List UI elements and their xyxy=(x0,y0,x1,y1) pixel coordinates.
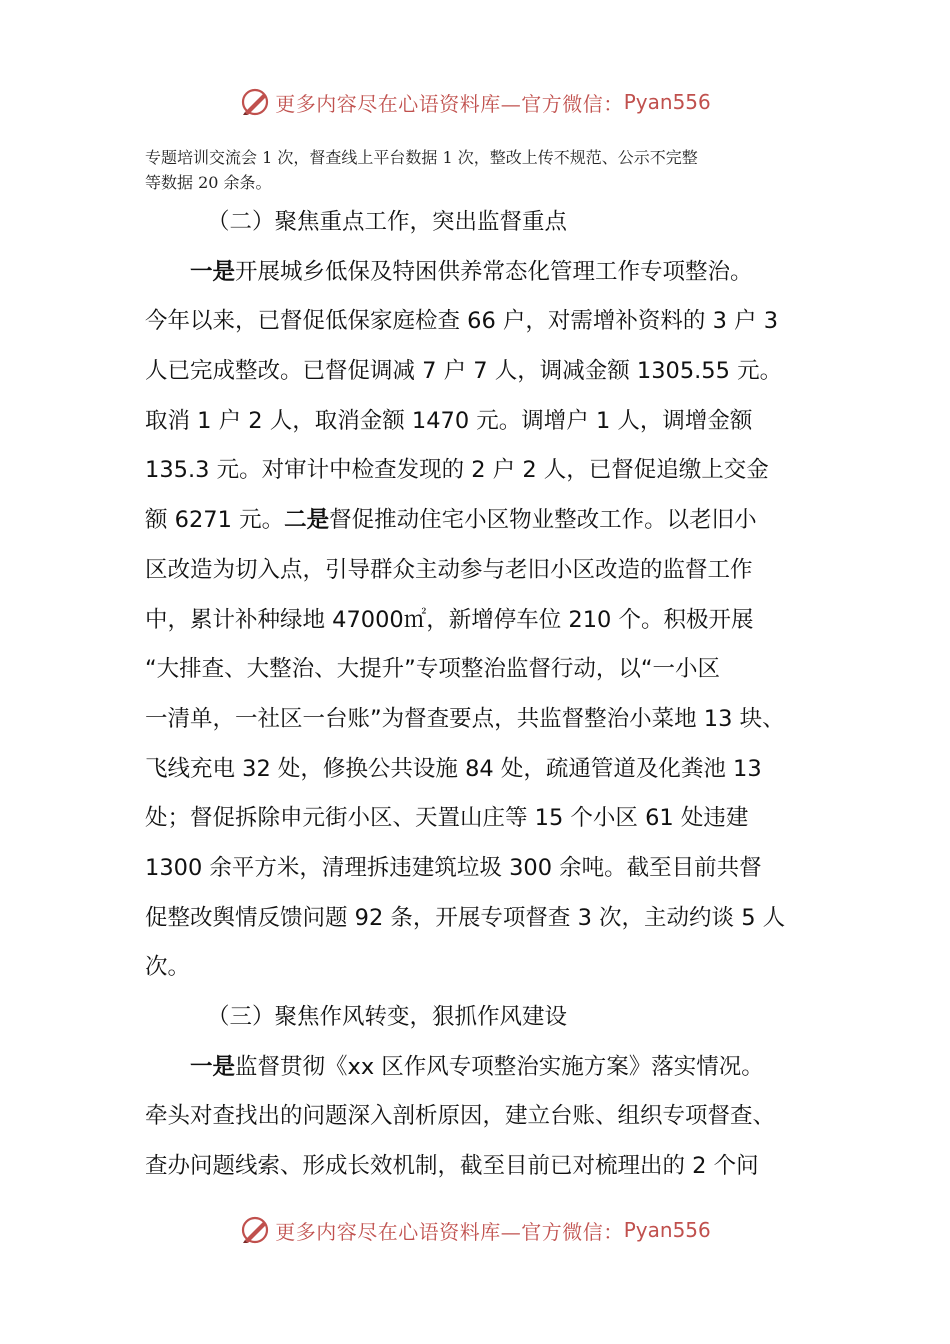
banner-account: Pyan556 xyxy=(623,1218,711,1242)
body-line: 区改造为切入点，引导群众主动参与老旧小区改造的监督工作 xyxy=(145,556,753,583)
intro-paragraph xyxy=(145,145,805,195)
body-line: 牵头对查找出的问题深入剖析原因，建立台账、组织专项督查、 xyxy=(145,1103,776,1130)
lead-label: 二是 xyxy=(284,507,330,534)
intro-line: 等数据 20 余条。 xyxy=(145,173,272,192)
body-line: 人已完成整改。已督促调减 7 户 7 人，调减金额 1305.55 元。 xyxy=(145,358,783,385)
body-line: 促整改舆情反馈问题 92 条，开展专项督查 3 次，主动约谈 5 人 xyxy=(145,904,786,931)
body-line: 中，累计补种绿地 47000㎡，新增停车位 210 个。积极开展 xyxy=(145,606,754,633)
body-line: 1300 余平方米，清理拆违建筑垃圾 300 余吨。截至目前共督 xyxy=(145,854,762,881)
body-line: 135.3 元。对审计中检查发现的 2 户 2 人，已督促追缴上交金 xyxy=(145,457,769,484)
banner-slogan: 更多内容尽在心语资料库—官方微信： xyxy=(275,91,624,116)
banner-account: Pyan556 xyxy=(623,90,711,114)
section-heading-2: （二）聚焦重点工作，突出监督重点 xyxy=(207,209,568,235)
banner-slogan: 更多内容尽在心语资料库—官方微信： xyxy=(275,1219,624,1244)
body-line: 处；督促拆除申元街小区、天置山庄等 15 个小区 61 处违建 xyxy=(145,805,749,832)
body-line: 查办问题线索、形成长效机制，截至目前已对梳理出的 2 个问 xyxy=(145,1153,759,1180)
body-line: 飞线充电 32 处，修换公共设施 84 处，疏通管道及化粪池 13 xyxy=(145,755,762,782)
footer-banner xyxy=(0,1210,950,1250)
pen-logo-icon xyxy=(239,86,271,118)
body-line: 一是监督贯彻《xx 区作风专项整治实施方案》落实情况。 xyxy=(190,1053,764,1080)
body-line: 今年以来，已督促低保家庭检查 66 户，对需增补资料的 3 户 3 xyxy=(145,308,779,335)
pen-logo-icon xyxy=(239,1214,271,1246)
body-line: 额 6271 元。二是督促推动住宅小区物业整改工作。以老旧小 xyxy=(145,507,757,534)
body-line: 一是开展城乡低保及特困供养常态化管理工作专项整治。 xyxy=(190,258,753,285)
body-line: 取消 1 户 2 人，取消金额 1470 元。调增户 1 人，调增金额 xyxy=(145,407,753,434)
section-heading-3: （三）聚焦作风转变，狠抓作风建设 xyxy=(207,1004,568,1030)
document-body xyxy=(145,198,815,1192)
intro-line: 专题培训交流会 1 次，督查线上平台数据 1 次，整改上传不规范、公示不完整 xyxy=(145,148,698,167)
body-line: 一清单，一社区一台账”为督查要点，共监督整治小菜地 13 块、 xyxy=(145,705,785,732)
header-banner xyxy=(0,82,950,122)
lead-label: 一是 xyxy=(190,258,236,285)
body-line: “大排查、大整治、大提升”专项整治监督行动，以“一小区 xyxy=(145,656,720,683)
lead-label: 一是 xyxy=(190,1053,236,1080)
body-line: 次。 xyxy=(145,954,191,981)
